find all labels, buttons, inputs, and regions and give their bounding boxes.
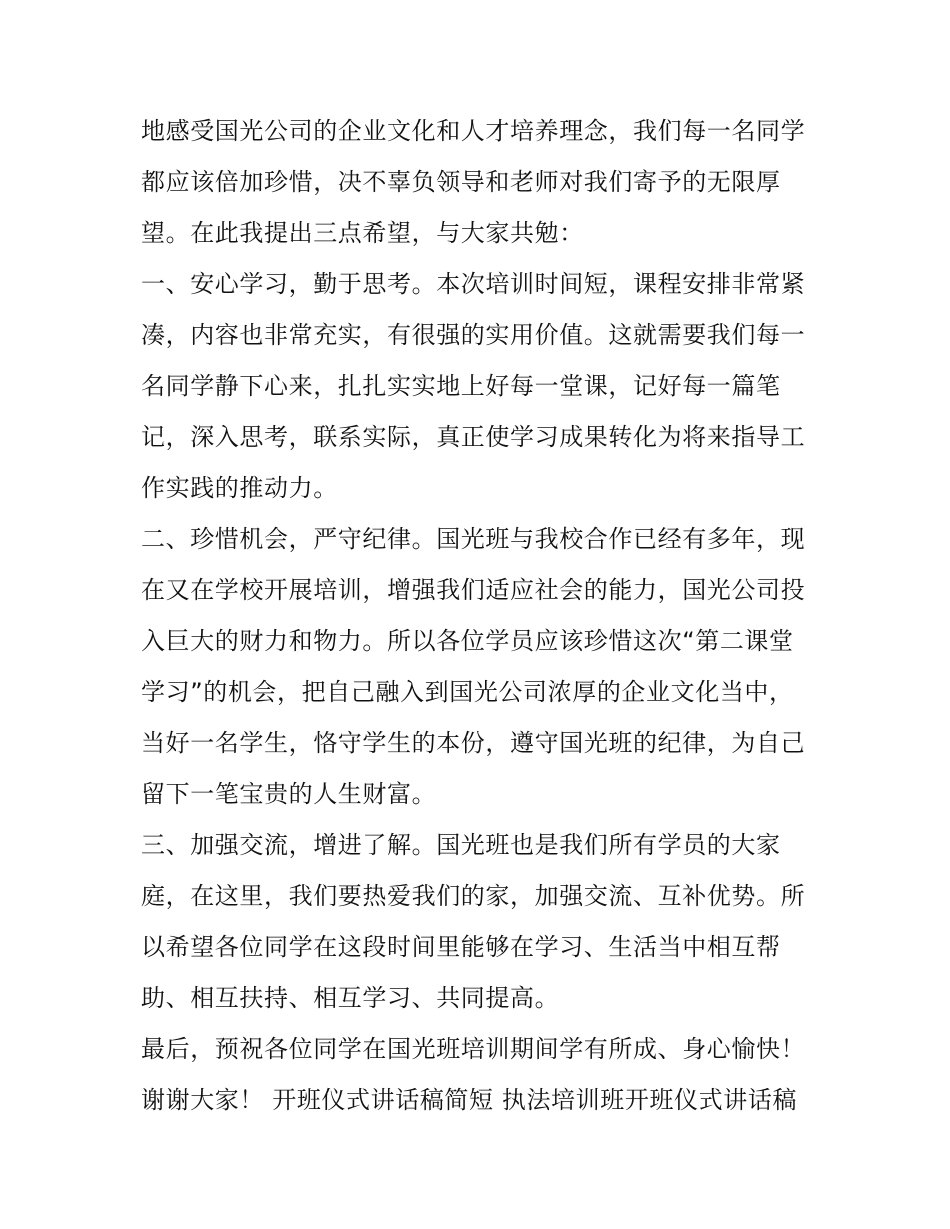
text-line: 望。在此我提出三点希望，与大家共勉： xyxy=(141,219,584,247)
text-line: 名同学静下心来，扎扎实实地上好每一堂课，记好每一篇笔 xyxy=(141,372,781,400)
text-line: 在又在学校开展培训，增强我们适应社会的能力，国光公司投 xyxy=(141,576,806,604)
text-line: 庭，在这里，我们要热爱我们的家，加强交流、互补优势。所 xyxy=(141,882,806,910)
text-line: 以希望各位同学在这段时间里能够在学习、生活当中相互帮 xyxy=(141,933,781,961)
text-line: 入巨大的财力和物力。所以各位学员应该珍惜这次“第二课堂 xyxy=(141,627,794,655)
text-line: 都应该倍加珍惜，决不辜负领导和老师对我们寄予的无限厚 xyxy=(141,168,781,196)
text-line: 谢谢大家！ 开班仪式讲话稿简短 执法培训班开班仪式讲话稿 xyxy=(141,1086,798,1114)
text-line: 当好一名学生，恪守学生的本份，遵守国光班的纪律，为自己 xyxy=(141,729,806,757)
text-line: 助、相互扶持、相互学习、共同提高。 xyxy=(141,984,560,1012)
text-line: 学习”的机会，把自己融入到国光公司浓厚的企业文化当中， xyxy=(141,678,794,706)
body-text xyxy=(141,106,821,1126)
text-line: 作实践的推动力。 xyxy=(141,474,338,502)
text-line: 凑，内容也非常充实，有很强的实用价值。这就需要我们每一 xyxy=(141,321,806,349)
text-line: 留下一笔宝贵的人生财富。 xyxy=(141,780,437,808)
text-line: 一、安心学习，勤于思考。本次培训时间短，课程安排非常紧 xyxy=(141,270,806,298)
text-line: 记，深入思考，联系实际，真正使学习成果转化为将来指导工 xyxy=(141,423,806,451)
text-line: 地感受国光公司的企业文化和人才培养理念，我们每一名同学 xyxy=(141,117,806,145)
text-line: 三、加强交流，增进了解。国光班也是我们所有学员的大家 xyxy=(141,831,781,859)
text-line: 二、珍惜机会，严守纪律。国光班与我校合作已经有多年，现 xyxy=(141,525,806,553)
text-line: 最后，预祝各位同学在国光班培训期间学有所成、身心愉快！ xyxy=(141,1035,806,1063)
